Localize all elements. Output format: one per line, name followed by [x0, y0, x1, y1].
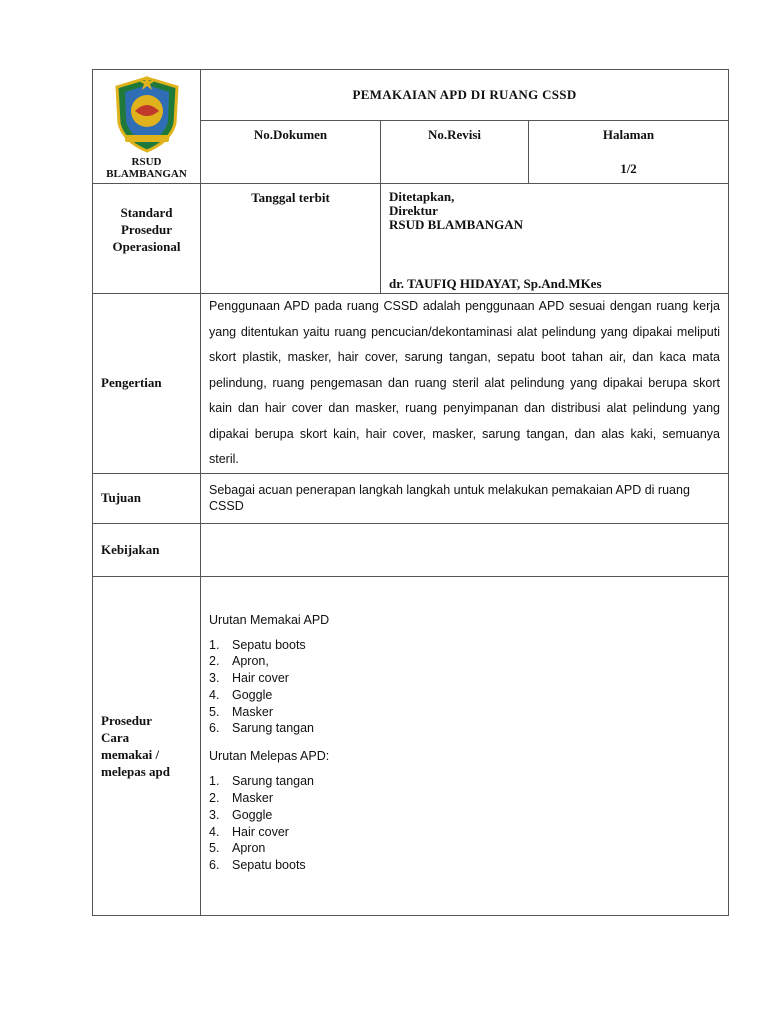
sop-label: Standard Prosedur Operasional — [93, 184, 201, 294]
tanggal-terbit-label: Tanggal terbit — [201, 184, 381, 294]
list-item: 3. Hair cover — [209, 671, 289, 686]
rsud-logo-icon — [111, 75, 183, 155]
logo-cell — [93, 70, 201, 184]
memakai-heading: Urutan Memakai APD — [209, 612, 330, 627]
halaman-value: 1/2 — [620, 161, 637, 176]
kebijakan-content — [201, 523, 729, 576]
list-item: 1. Sepatu boots — [209, 637, 306, 652]
list-item: 4. Hair cover — [209, 824, 289, 839]
direktur-label: Direktur — [389, 203, 438, 218]
memakai-list — [209, 637, 720, 738]
tujuan-label: Tujuan — [93, 473, 201, 523]
list-item: 3. Goggle — [209, 807, 273, 822]
prosedur-content — [201, 576, 729, 915]
prosedur-label: Prosedur Cara memakai / melepas apd — [93, 576, 201, 915]
document-title: PEMAKAIAN APD DI RUANG CSSD — [201, 70, 729, 121]
list-item: 6. Sepatu boots — [209, 858, 306, 873]
pengertian-label: Pengertian — [93, 294, 201, 474]
rsud-label: RSUD BLAMBANGAN — [389, 217, 523, 232]
sop-document — [92, 69, 728, 916]
ditetapkan-cell — [381, 184, 729, 294]
tujuan-text: Sebagai acuan penerapan langkah langkah untuk melakukan pemakaian APD di ruang CSSD — [201, 473, 729, 523]
no-revisi-cell — [381, 121, 529, 184]
pengertian-text: Penggunaan APD pada ruang CSSD adalah penggunaan APD sesuai dengan ruang kerja yang ditentukan yaitu ruang pencucian/dekontaminasi alat pelindung yang dipakai meliputi skort plastik, masker, hair cover, sarung tangan, sepatu boot tahan air, dan kaca mata pelindung, ruang pengemasan dan ruang steril alat pelindung yang dipakai berupa skort kain dan hair cover dan masker, ruang penyimpanan dan distribusi alat pelindung yang dipakai berupa skort kain, hair cover, masker, sarung tangan, dan alas kaki, semuanya steril. — [201, 294, 729, 474]
list-item: 4. Goggle — [209, 687, 273, 702]
ditetapkan-label: Ditetapkan, — [389, 189, 455, 204]
halaman-cell — [529, 121, 729, 184]
list-item: 5. Masker — [209, 704, 273, 719]
melepas-list — [209, 773, 720, 874]
list-item: 2. Apron, — [209, 654, 269, 669]
org-name: RSUD BLAMBANGAN — [106, 156, 187, 180]
list-item: 6. Sarung tangan — [209, 721, 315, 736]
kebijakan-label: Kebijakan — [93, 523, 201, 576]
signer-name: dr. TAUFIQ HIDAYAT, Sp.And.MKes — [389, 276, 602, 291]
list-item: 1. Sarung tangan — [209, 774, 315, 789]
list-item: 2. Masker — [209, 791, 273, 806]
melepas-heading: Urutan Melepas APD: — [209, 749, 330, 764]
no-revisi-label: No.Revisi — [427, 127, 482, 142]
list-item: 5. Apron — [209, 841, 266, 856]
halaman-label: Halaman — [602, 127, 655, 142]
no-dokumen-cell — [201, 121, 381, 184]
no-dokumen-label: No.Dokumen — [253, 127, 328, 142]
sop-table — [92, 69, 729, 916]
